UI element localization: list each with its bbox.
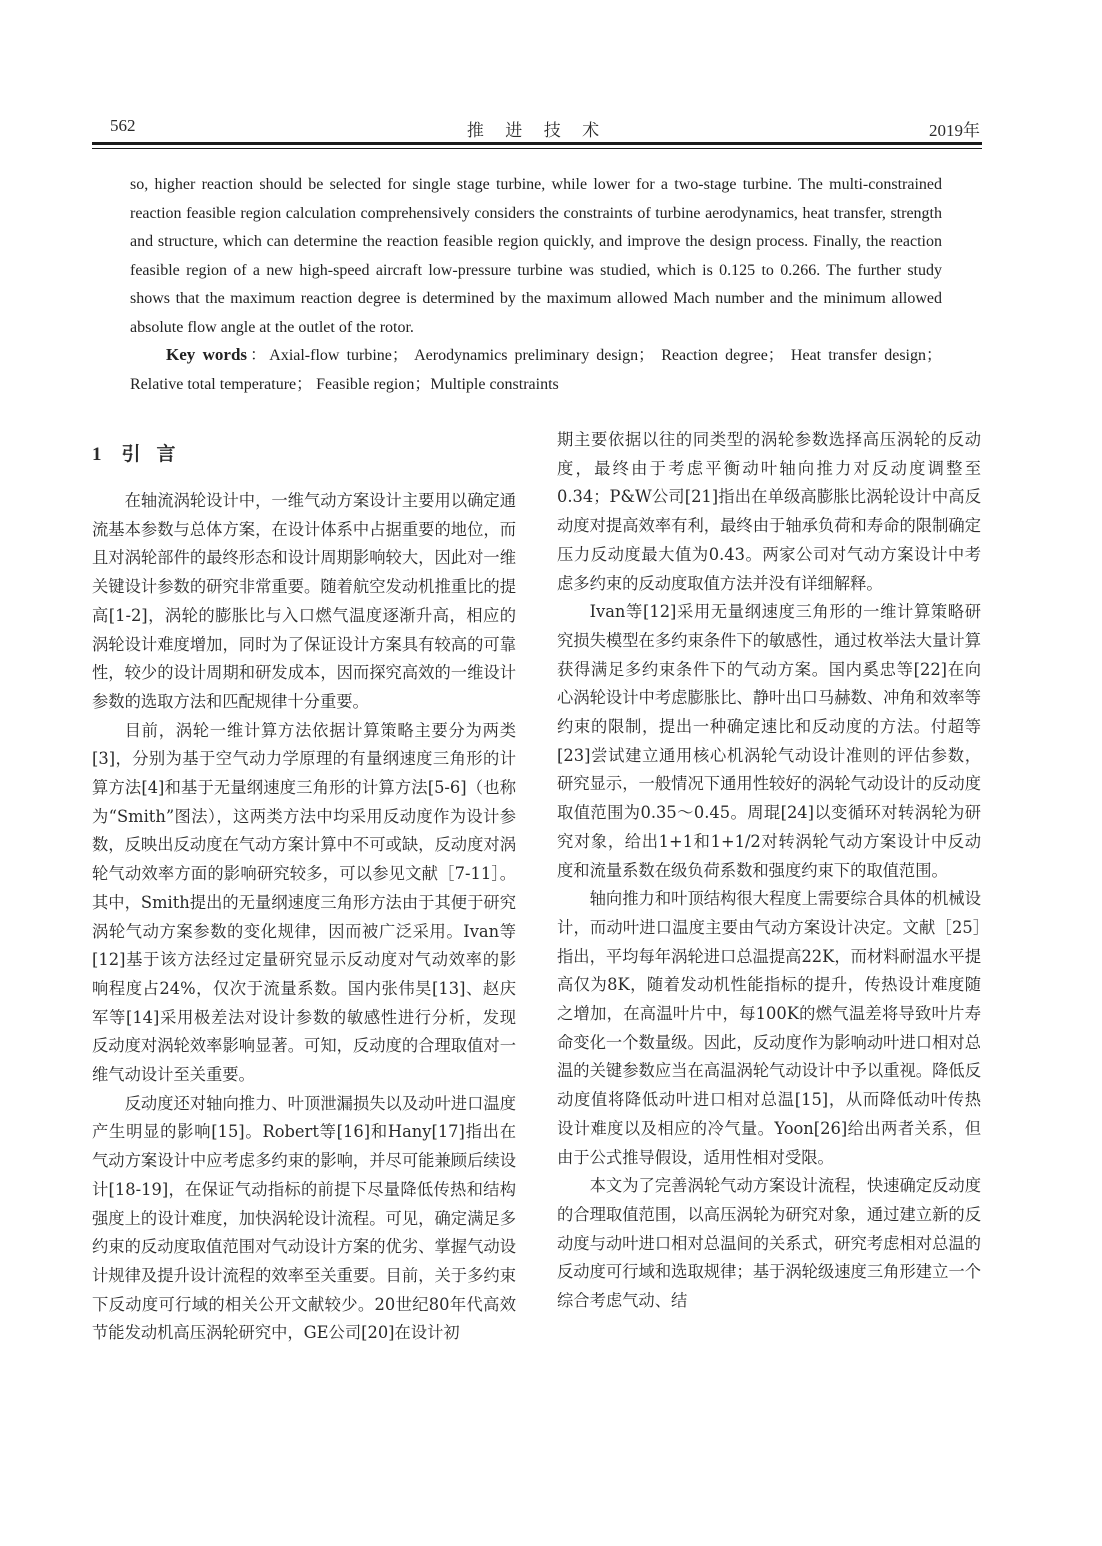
- right-column: [557, 426, 981, 1316]
- header-rule-thick: [92, 142, 982, 145]
- abstract-text: so, higher reaction should be selected for single stage turbine, while lower for a two-stage turbine. The multi-constrained reaction feasible region calculation comprehensively considers the constraints of turbine aerodynamics, heat transfer, strength and structure, which can determine the reaction feasible region quickly, and improve the design process. Finally, the reaction feasible region of a new high-speed aircraft low-pressure turbine was studied, which is 0.125 to 0.266. The further study shows that the maximum reaction degree is determined by the maximum allowed Mach number and the minimum allowed absolute flow angle at the outlet of the rotor.: [130, 176, 942, 336]
- left-column: [92, 440, 516, 1348]
- page-number: 562: [110, 116, 136, 135]
- paragraph: 期主要依据以往的同类型的涡轮参数选择高压涡轮的反动度，最终由于考虑平衡动叶轴向推力对反动度调整至0.34；P&W公司[21]指出在单级高膨胀比涡轮设计中高反动度对提高效率有利，最终由于轴承负荷和寿命的限制确定压力反动度最大值为0.43。两家公司对气动方案设计中考虑多约束的反动度取值方法并没有详细解释。: [557, 430, 981, 593]
- page-header: [92, 116, 982, 142]
- keywords-text: ：Axial-flow turbine； Aerodynamics preliminary design； Reaction degree； Heat transfer design；Relative total temperature； Feasible region；Multiple constraints: [130, 347, 942, 393]
- paragraph: 轴向推力和叶顶结构很大程度上需要综合具体的机械设计，而动叶进口温度主要由气动方案设计决定。文献［25］指出，平均每年涡轮进口总温提高22K，而材料耐温水平提高仅为8K，随着发动机性能指标的提升，传热设计难度随之增加，在高温叶片中，每100K的燃气温差将导致叶片寿命变化一个数量级。因此，反动度作为影响动叶进口相对总温的关键参数应当在高温涡轮气动设计中予以重视。降低反动度值将降低动叶进口相对总温[15]，从而降低动叶传热设计难度以及相应的冷气量。Yoon[26]给出两者关系，但由于公式推导假设，适用性相对受限。: [557, 889, 981, 1167]
- journal-title: 推 进 技 术: [466, 121, 608, 141]
- paragraph: 在轴流涡轮设计中，一维气动方案设计主要用以确定通流基本参数与总体方案，在设计体系中占据重要的地位，而且对涡轮部件的最终形态和设计周期影响较大，因此对一维关键设计参数的研究非常重要。随着航空发动机推重比的提高[1-2]，涡轮的膨胀比与入口燃气温度逐渐升高，相应的涡轮设计难度增加，同时为了保证设计方案具有较高的可靠性，较少的设计周期和研发成本，因而探究高效的一维设计参数的选取方法和匹配规律十分重要。: [92, 491, 516, 711]
- keywords: [130, 341, 942, 399]
- issue-year: 2019年: [929, 121, 980, 140]
- keywords-label: Key words: [166, 345, 248, 364]
- paragraph: 反动度还对轴向推力、叶顶泄漏损失以及动叶进口温度产生明显的影响[15]。Robert等[16]和Hany[17]指出在气动方案设计中应考虑多约束的影响，并尽可能兼顾后续设计[18-19]，在保证气动指标的前提下尽量降低传热和结构强度上的设计难度，加快涡轮设计流程。可见，确定满足多约束的反动度取值范围对气动设计方案的优劣、掌握气动设计规律及提升设计流程的效率至关重要。目前，关于多约束下反动度可行域的相关公开文献较少。20世纪80年代高效节能发动机高压涡轮研究中，GE公司[20]在设计初: [92, 1093, 516, 1343]
- paragraph: Ivan等[12]采用无量纲速度三角形的一维计算策略研究损失模型在多约束条件下的敏感性，通过枚举法大量计算获得满足多约束条件下的气动方案。国内奚忠等[22]在向心涡轮设计中考虑膨胀比、静叶出口马赫数、冲角和效率等约束的限制，提出一种确定速比和反动度的方法。付超等[23]尝试建立通用核心机涡轮气动设计准则的评估参数，研究显示，一般情况下通用性较好的涡轮气动设计的反动度取值范围为0.35～0.45。周琨[24]以变循环对转涡轮为研究对象，给出1+1和1+1/2对转涡轮气动方案设计中反动度和流量系数在级负荷系数和强度约束下的取值范围。: [557, 602, 981, 880]
- header-rule-thin: [92, 148, 982, 149]
- section-number: 1: [92, 444, 104, 465]
- paragraph: 目前，涡轮一维计算方法依据计算策略主要分为两类[3]，分别为基于空气动力学原理的有量纲速度三角形的计算方法[4]和基于无量纲速度三角形的计算方法[5-6]（也称为“Smith”图法），这两类方法中均采用反动度作为设计参数，反映出反动度在气动方案计算中不可或缺，反动度对涡轮气动效率方面的影响研究较多，可以参见文献［7-11］。其中，Smith提出的无量纲速度三角形方法由于其便于研究涡轮气动方案参数的变化规律，因而被广泛采用。Ivan等[12]基于该方法经过定量研究显示反动度对气动效率的影响程度占24%，仅次于流量系数。国内张伟昊[13]、赵庆军等[14]采用极差法对设计参数的敏感性进行分析，发现反动度对涡轮效率影响显著。可知，反动度的合理取值对一维气动设计至关重要。: [92, 720, 516, 1085]
- paragraph: 本文为了完善涡轮气动方案设计流程，快速确定反动度的合理取值范围，以高压涡轮为研究对象，通过建立新的反动度与动叶进口相对总温间的关系式，研究考虑相对总温的反动度可行域和选取规律；基于涡轮级速度三角形建立一个综合考虑气动、结: [557, 1176, 981, 1311]
- section-title: 引言: [121, 443, 192, 465]
- section-heading: [92, 440, 516, 469]
